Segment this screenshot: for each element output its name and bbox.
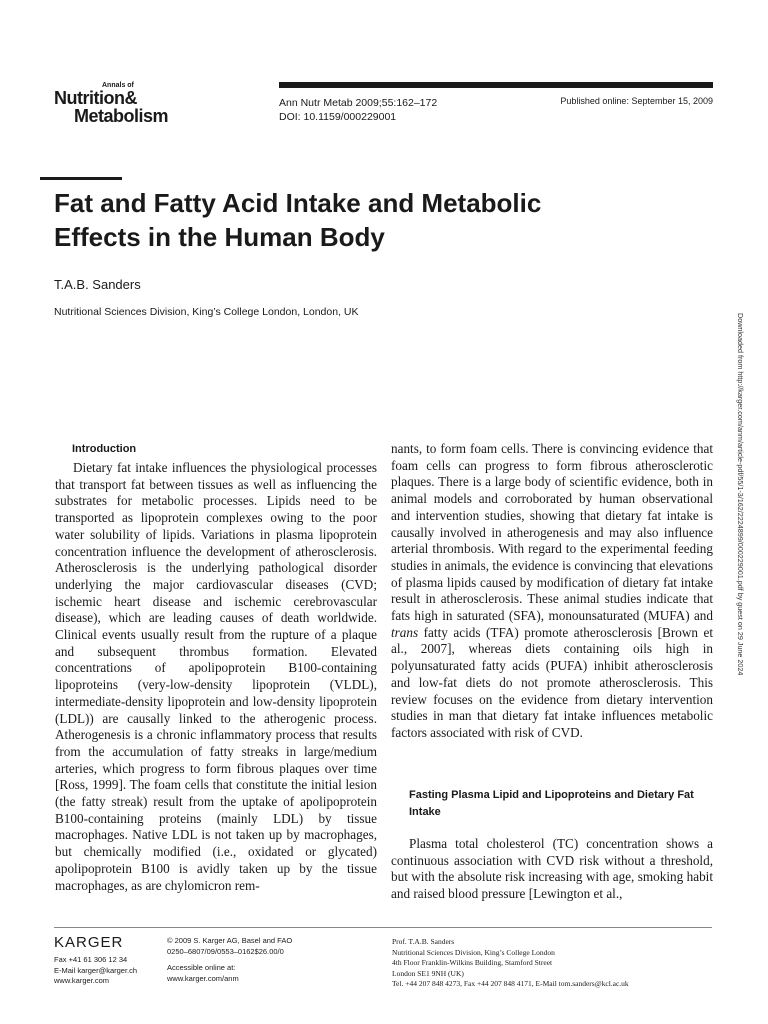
body-column-right-lower [391, 836, 713, 903]
addr-line-2: 4th Floor Franklin-Wilkins Building, Stamford Street [392, 958, 553, 967]
copyright: © 2009 S. Karger AG, Basel and FAO [167, 936, 293, 945]
correspondence-address [392, 937, 629, 990]
publisher-fax: Fax +41 61 306 12 34 [54, 955, 128, 964]
continuation-text-b: fatty acids (TFA) promote atherosclerosis [Brown et al., 2007], whereas diets containing oils high in polyunsaturated fatty acids (PUFA) inhibit atherosclerosis and low-fat diets do not promote atherosclerosis. This review focuses on the evidence from dietary intervention studies in man that dietary fat intake influences metabolic factors associated with risk of CVD. [391, 624, 713, 740]
doi[interactable]: DOI: 10.1159/000229001 [279, 111, 397, 123]
online-url[interactable]: www.karger.com/anm [167, 973, 239, 983]
citation: Ann Nutr Metab 2009;55:162–172 [279, 97, 438, 109]
body-column-left [55, 460, 377, 894]
trans-italic: trans [391, 624, 419, 640]
logo-line-1: Nutrition& [54, 88, 137, 108]
continuation-text-a: nants, to form foam cells. There is convincing evidence that foam cells can progress to form fibrous atherosclerotic plaques. There is a large body of scientific evidence, both in animal models and corroborated by human observational and intervention studies, showing that dietary fat intake is causally involved in atherogenesis and may also influence arterial thrombosis. With regard to the experimental feeding studies in animals, the evidence is convincing that elevations of plasma lipids caused by modification of dietary fat intake result in atherosclerosis. These animal studies indicate that fats high in saturated (SFA), monounsaturated (MUFA) and [391, 441, 713, 624]
download-note-text: Downloaded from http://karger.com/anm/article-pdf/55/1-3/162/2224899/000229001.pdf by guest on 29 June 2024 [736, 313, 745, 676]
fasting-paragraph: Plasma total cholesterol (TC) concentration shows a continuous association with CVD risk without a threshold, but with the absolute risk increasing with age, smoking habit and raised blood pressure [Lewington et al., [391, 836, 713, 902]
section-heading-introduction: Introduction [72, 443, 137, 455]
publisher-web[interactable]: www.karger.com [54, 976, 110, 985]
published-date: Published online: September 15, 2009 [560, 96, 713, 106]
logo-line-2: Metabolism [74, 106, 169, 126]
publisher-contact [54, 955, 137, 987]
affiliation: Nutritional Sciences Division, King’s College London, London, UK [54, 306, 359, 318]
citation-block [279, 96, 437, 124]
article-title: Fat and Fatty Acid Intake and Metabolic Effects in the Human Body [54, 188, 542, 252]
issn: 0250–6807/09/0553–0162$26.00/0 [167, 946, 284, 956]
journal-logo [54, 82, 194, 126]
addr-name: Prof. T.A.B. Sanders [392, 937, 455, 946]
addr-line-3: London SE1 9NH (UK) [392, 968, 464, 978]
intro-paragraph: Dietary fat intake influences the physiological processes that transport fat between tissues as well as influencing the substrates for metabolic processes. Lipids need to be transported as lipoprotein complexes owing to the poor water solubility of lipids. Variations in plasma lipoprotein concentration influence the development of atherosclerosis. Atherosclerosis is the underlying pathological disorder underlying the major cardiovascular diseases (CVD; ischemic heart disease and ischemic cerebrovascular disease), which are leading causes of death worldwide. Clinical events usually result from the rupture of a plaque and subsequent thrombus formation. Elevated concentrations of apolipoprotein B100-containing lipoproteins (very-low-density lipoprotein (VLDL), intermediate-density lipoprotein and low-density lipoprotein (LDL)) are causally linked to the atherogenic process. Atherogenesis is a chronic inflammatory process that results from the accumulation of fatty streaks in large/medium arteries, which progress to form fibrous plaques over time [Ross, 1999]. The foam cells that constitute the initial lesion (the fatty streak) result from the uptake of apolipoprotein B100-containing proteins (mainly LDL) by tissue macrophages. Native LDL is not taken up by macrophages, but chemically modified (i.e., oxidated or glycated) apolipoprotein B100 is avidly taken up by the tissue macrophages, as are chylomicron rem- [55, 460, 377, 893]
author: T.A.B. Sanders [54, 277, 141, 292]
copyright-block [167, 936, 292, 984]
addr-line-4: Tel. +44 207 848 4273, Fax +44 207 848 4171, E-Mail tom.sanders@kcl.ac.uk [392, 979, 629, 988]
accessible-label: Accessible online at: [167, 963, 236, 972]
title-rule [40, 177, 122, 180]
addr-line-1: Nutritional Sciences Division, King’s College London [392, 947, 555, 957]
publisher-email[interactable]: E-Mail karger@karger.ch [54, 965, 138, 975]
download-note [733, 313, 747, 708]
header-rule [279, 82, 713, 88]
section-heading-fasting: Fasting Plasma Lipid and Lipoproteins and Dietary Fat Intake [409, 789, 694, 818]
publisher-logo: KARGER [54, 934, 124, 951]
continuation-paragraph [391, 441, 713, 742]
logo-annals-text: Annals of [102, 82, 134, 89]
footer-rule [54, 927, 712, 928]
body-column-right [391, 441, 713, 742]
